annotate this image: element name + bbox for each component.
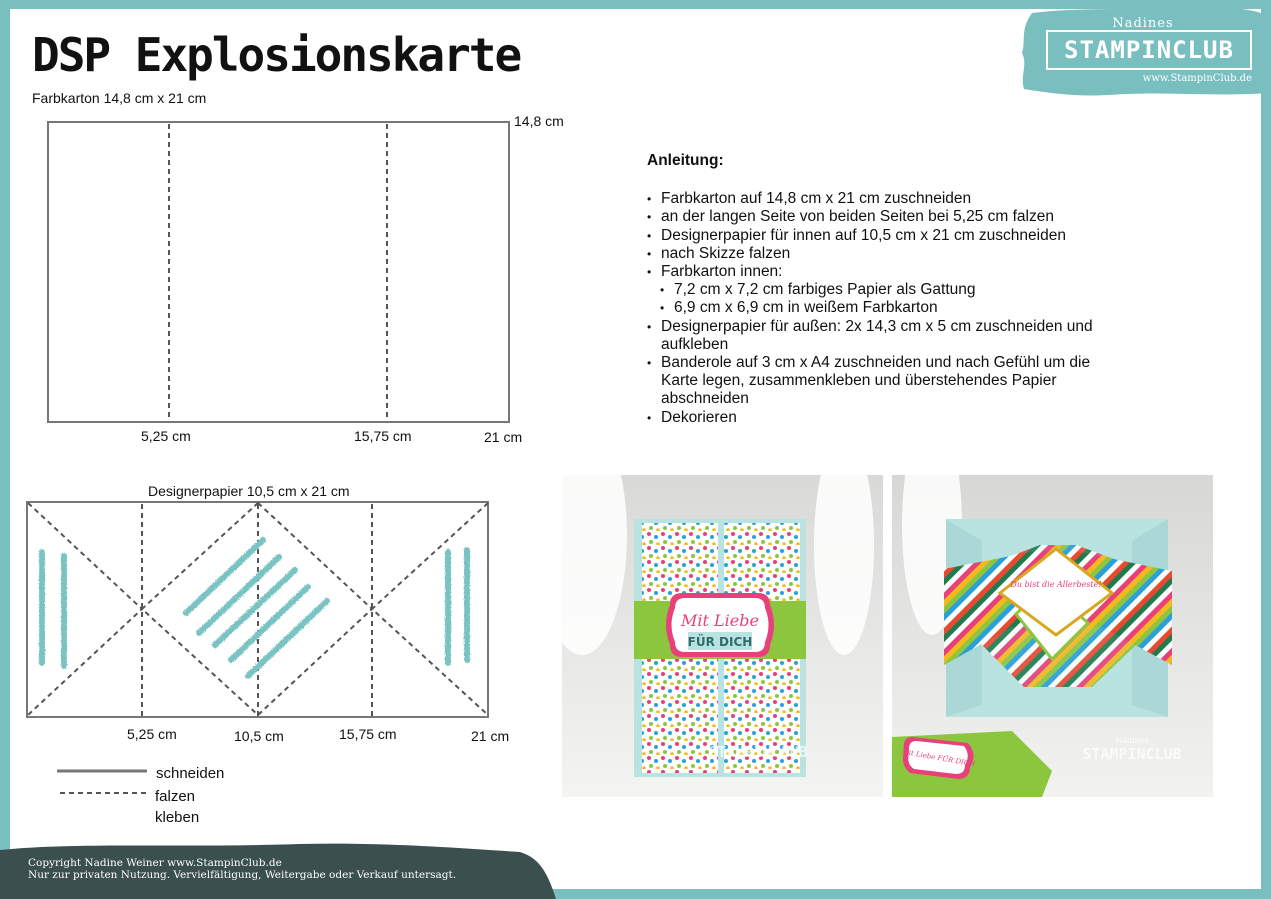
logo-url-text: www.StampinClub.de: [1142, 73, 1252, 84]
cardstock-outline: [48, 122, 509, 422]
glue-marks: [42, 540, 467, 676]
cardstock-label: Farbkarton 14,8 cm x 21 cm: [32, 90, 207, 106]
photo-closed-card: [562, 475, 883, 797]
open-card-watermark: STAMPINCLUB: [1082, 745, 1182, 763]
copyright-line-1: Copyright Nadine Weiner www.StampinClub.de: [28, 857, 282, 869]
closed-card-label-bottom: FÜR DICH: [687, 635, 753, 649]
dsp-diag-left: [28, 503, 142, 715]
open-card-watermark-top: Nadines: [1115, 736, 1149, 745]
instruction-item: • Designerpapier für außen: 2x 14,3 cm x 5 cm zuschneiden und aufkleben: [647, 318, 1101, 354]
instructions-heading: Anleitung:: [647, 152, 724, 169]
dsp-diagram: [0, 480, 560, 740]
copyright-notice: [28, 857, 456, 881]
legend-fold-label: falzen: [155, 788, 196, 805]
instruction-subitem: • 6,9 cm x 6,9 cm in weißem Farbkarton: [647, 299, 1127, 317]
logo-main-text: STAMPINCLUB: [1046, 30, 1252, 70]
cardstock-tick-2: 15,75 cm: [354, 428, 412, 444]
instruction-item: • an der langen Seite von beiden Seiten bei 5,25 cm falzen: [647, 208, 1127, 226]
dsp-label: Designerpapier 10,5 cm x 21 cm: [148, 483, 350, 499]
open-card-tag-text: Mit Liebe FÜR DICH: [901, 747, 976, 769]
dsp-tick-1: 5,25 cm: [127, 726, 177, 742]
dsp-tick-3: 15,75 cm: [339, 726, 397, 742]
closed-card-illustration: [562, 475, 883, 797]
instruction-item: • Farbkarton auf 14,8 cm x 21 cm zuschneiden: [647, 190, 1127, 208]
dsp-diag-right: [372, 503, 488, 715]
instructions-list: [647, 190, 1127, 427]
instruction-item: • Banderole auf 3 cm x A4 zuschneiden und nach Gefühl um die Karte legen, zusammenkleben und überstehendes Papier abschneiden: [647, 354, 1111, 409]
closed-card-watermark: STAMPINCLUB: [708, 743, 808, 761]
instruction-item: • Farbkarton innen:: [647, 263, 1127, 281]
logo-top-text: Nadines: [1112, 16, 1174, 31]
instruction-item: • Dekorieren: [647, 409, 1127, 427]
legend-glue-label: kleben: [155, 809, 200, 826]
instruction-subitem: • 7,2 cm x 7,2 cm farbiges Papier als Gattung: [647, 281, 1127, 299]
cardstock-height-label: 14,8 cm: [514, 113, 564, 129]
copyright-line-2: Nur zur privaten Nutzung. Vervielfältigung, Weitergabe oder Verkauf untersagt.: [28, 869, 457, 881]
cardstock-diagram: [0, 0, 600, 460]
stampinclub-logo: [1018, 5, 1268, 100]
dsp-tick-2: 10,5 cm: [234, 728, 284, 744]
cardstock-tick-1: 5,25 cm: [141, 428, 191, 444]
open-card-text: Du bist die Allerbeste!: [1010, 580, 1102, 589]
open-card-illustration: [892, 475, 1213, 797]
dsp-tick-4: 21 cm: [471, 728, 510, 744]
cardstock-tick-3: 21 cm: [484, 429, 523, 445]
instruction-item: • Designerpapier für innen auf 10,5 cm x 21 cm zuschneiden: [647, 227, 1127, 245]
legend-cut-label: schneiden: [156, 765, 225, 782]
instructions: [647, 152, 1127, 427]
instruction-item: • nach Skizze falzen: [647, 245, 1127, 263]
closed-card-label-top: Mit Liebe: [681, 611, 759, 630]
photo-open-card: [892, 475, 1213, 797]
legend-swatches: [50, 760, 160, 830]
page-title: DSP Explosionskarte: [32, 28, 521, 82]
